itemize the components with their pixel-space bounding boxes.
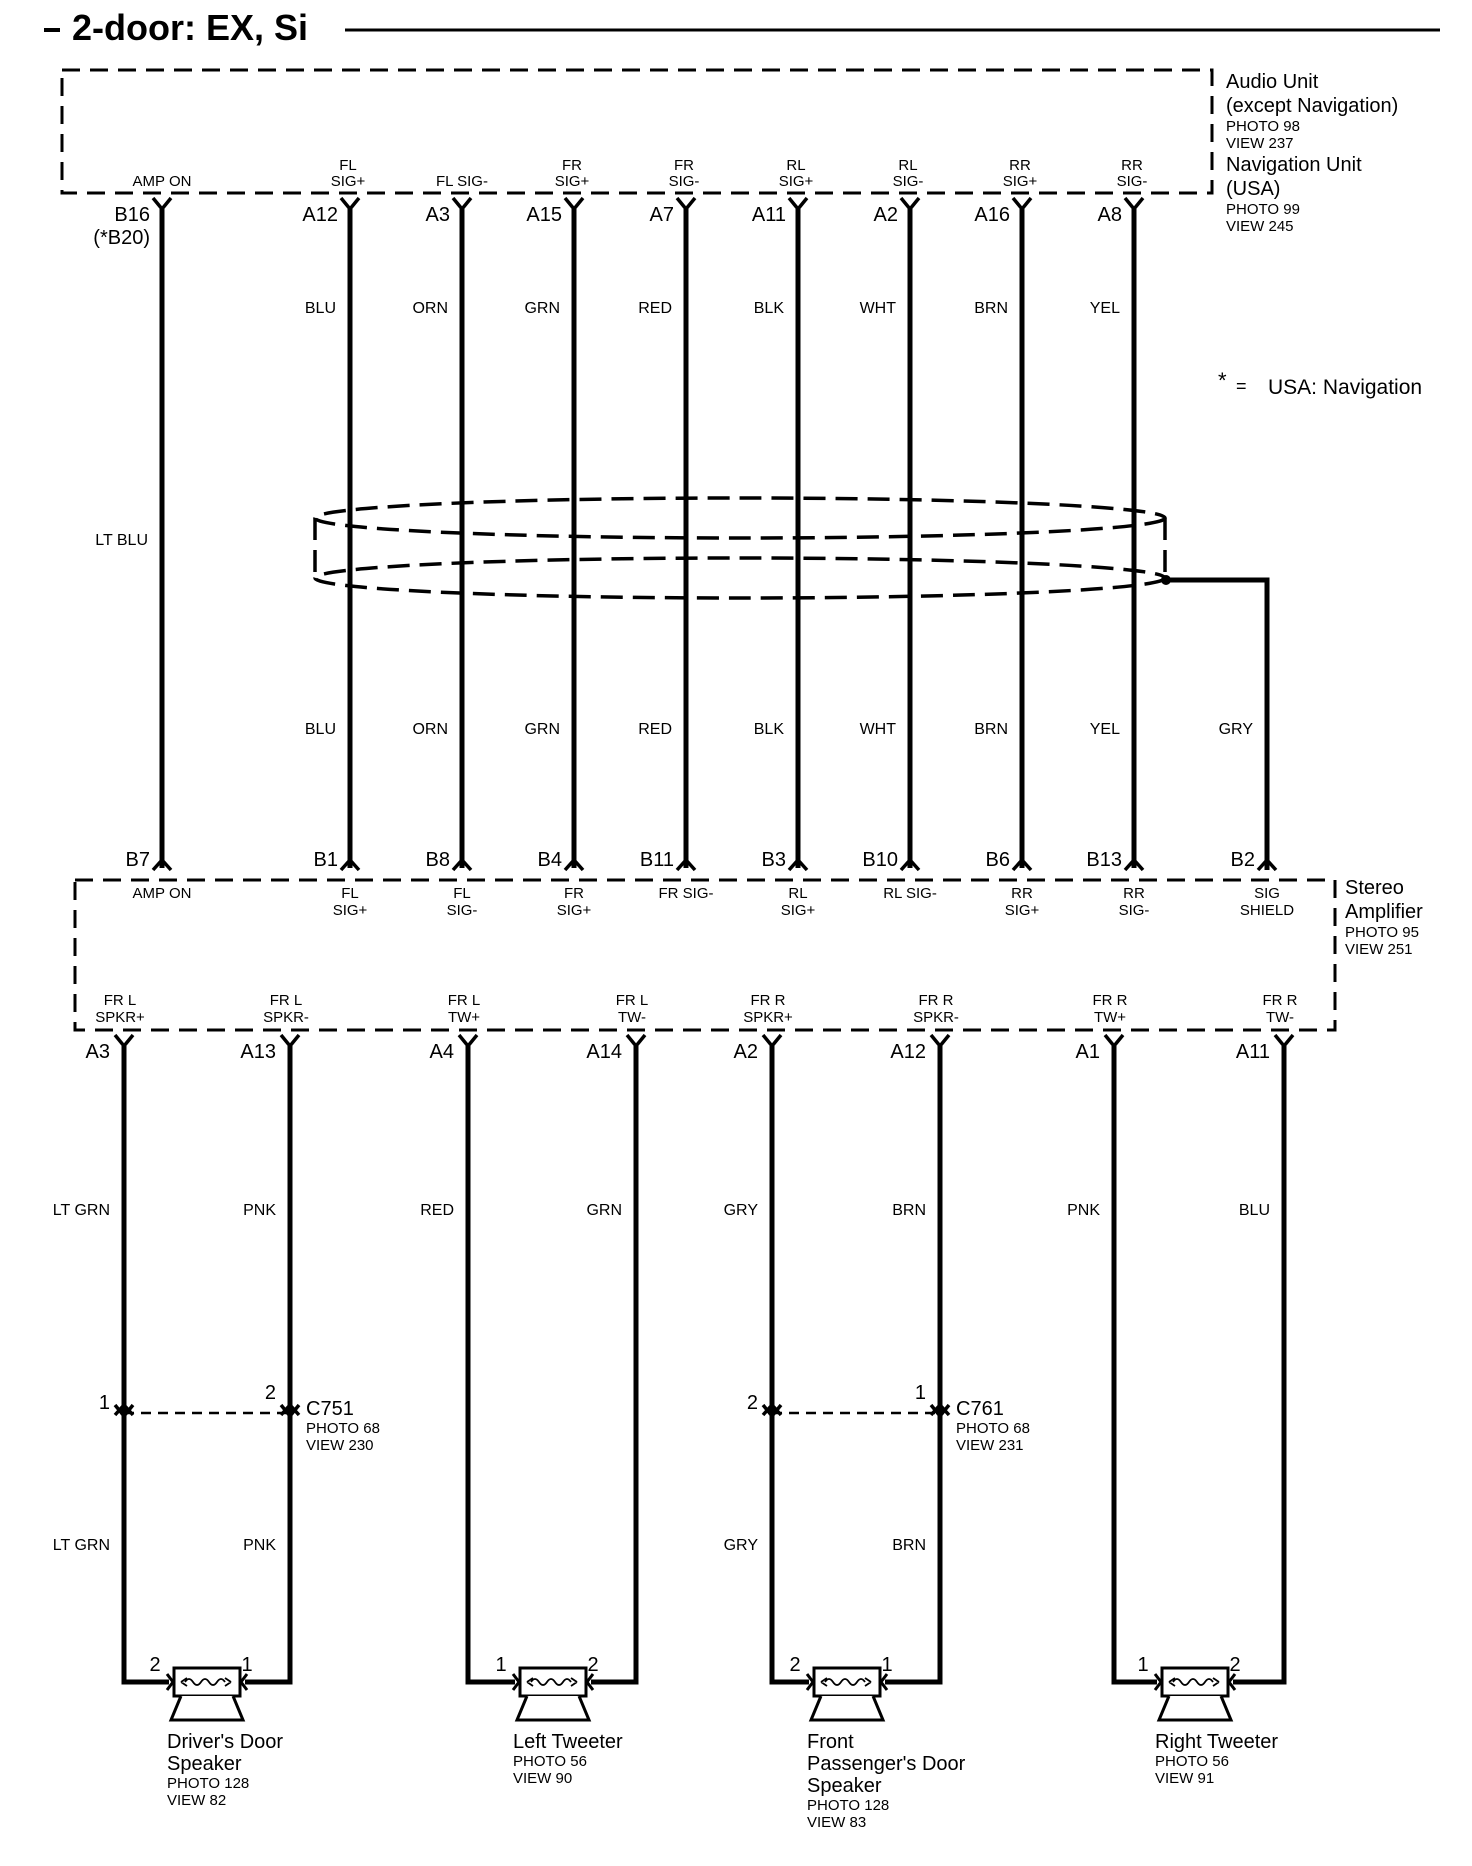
audio-pin-id: A16 xyxy=(974,204,1010,226)
wire-color-label: BRN xyxy=(974,721,1008,738)
amp-pin-label: SIG- xyxy=(1118,902,1150,919)
amp-pin-label: SPKR+ xyxy=(95,1009,145,1026)
amp-pin-label: FR R xyxy=(1092,992,1128,1009)
amp-pin-label: RL xyxy=(788,885,808,902)
speaker-name: Front xyxy=(807,1731,854,1753)
amp-pin-label: AMP ON xyxy=(132,885,192,902)
wire-color-label: LT GRN xyxy=(52,1202,110,1219)
speaker-wire xyxy=(1114,1046,1157,1682)
speaker-pin-id: 2 xyxy=(789,1654,801,1676)
amp-pin-label: TW- xyxy=(617,1009,647,1026)
amp-pin-label: FR R xyxy=(1262,992,1298,1009)
speaker-caption: VIEW 83 xyxy=(807,1814,867,1831)
speaker-wire xyxy=(772,1046,809,1682)
audio-pin-fork xyxy=(341,198,359,209)
amp-pin-id: A12 xyxy=(890,1041,926,1063)
audio-unit-caption: PHOTO 98 xyxy=(1226,118,1300,135)
amp-pin-label: FR R xyxy=(918,992,954,1009)
speaker-wire xyxy=(468,1046,515,1682)
audio-pin-label: SIG+ xyxy=(1002,173,1038,190)
amp-pin-label: SIG+ xyxy=(1004,902,1040,919)
speaker-cone xyxy=(171,1696,243,1720)
speaker-name: Left Tweeter xyxy=(513,1731,623,1753)
amp-pin-label: FR SIG- xyxy=(658,885,714,902)
speaker-wire xyxy=(885,1046,940,1682)
wire-color-label: GRN xyxy=(524,300,560,317)
audio-unit-caption: Audio Unit xyxy=(1226,71,1319,93)
amp-pin-label: FR xyxy=(564,885,584,902)
audio-pin-label: AMP ON xyxy=(132,173,192,190)
amp-pin-label: SIG+ xyxy=(780,902,816,919)
wire-color-label: RED xyxy=(420,1202,454,1219)
amp-out-fork xyxy=(763,1035,781,1046)
amp-out-fork xyxy=(627,1035,645,1046)
connector-pin-id: 1 xyxy=(914,1382,926,1404)
page-title: 2-door: EX, Si xyxy=(72,7,309,48)
audio-pin-label: RL xyxy=(786,157,806,174)
audio-pin-fork xyxy=(1013,198,1031,209)
speaker-wire xyxy=(1233,1046,1284,1682)
wire-color-label: YEL xyxy=(1089,721,1120,738)
audio-pin-label: RR xyxy=(1121,157,1143,174)
audio-pin-id: A7 xyxy=(649,204,674,226)
amp-pin-label: SIG+ xyxy=(332,902,368,919)
audio-pin-id: A15 xyxy=(526,204,562,226)
wires-layer xyxy=(115,198,1293,1720)
connector-pin-id: 2 xyxy=(264,1382,276,1404)
wire-color-label: ORN xyxy=(412,721,448,738)
speaker-pin-id: 2 xyxy=(587,1654,599,1676)
wire-color-label: LT BLU xyxy=(95,532,148,549)
speaker-name: Speaker xyxy=(807,1775,882,1797)
amp-out-fork xyxy=(459,1035,477,1046)
wire-color-label: GRY xyxy=(1218,721,1253,738)
amplifier-caption: VIEW 251 xyxy=(1345,941,1413,958)
audio-pin-id: B16 xyxy=(114,204,150,226)
amp-pin-label: TW- xyxy=(1265,1009,1295,1026)
amp-pin-id: A2 xyxy=(733,1041,758,1063)
wire-color-label: WHT xyxy=(859,721,896,738)
audio-pin-label: SIG+ xyxy=(330,173,366,190)
amp-pin-label: SIG+ xyxy=(556,902,592,919)
connector-pin-id: 2 xyxy=(746,1392,758,1414)
wire-color-label: GRN xyxy=(586,1202,622,1219)
wire-color-label: PNK xyxy=(243,1537,276,1554)
audio-pin-fork xyxy=(565,198,583,209)
amp-pin-id: B7 xyxy=(125,849,150,871)
audio-unit-caption: PHOTO 99 xyxy=(1226,201,1300,218)
amp-pin-id: B13 xyxy=(1086,849,1122,871)
note-equals: = xyxy=(1236,376,1247,396)
speaker-pin-id: 1 xyxy=(881,1654,893,1676)
amp-pin-label: SPKR- xyxy=(913,1009,959,1026)
wire-color-label: LT GRN xyxy=(52,1537,110,1554)
amp-pin-id: A14 xyxy=(586,1041,622,1063)
audio-unit-caption: (except Navigation) xyxy=(1226,95,1399,117)
amp-out-fork xyxy=(1275,1035,1293,1046)
audio-pin-fork xyxy=(677,198,695,209)
wire-color-label: BLK xyxy=(753,300,784,317)
labels-layer xyxy=(53,157,1298,1831)
amp-pin-label: RL SIG- xyxy=(883,885,937,902)
amp-pin-label: TW+ xyxy=(447,1009,481,1026)
amp-pin-id: B2 xyxy=(1230,849,1255,871)
note-star: * xyxy=(1218,368,1227,393)
audio-pin-label: FR xyxy=(674,157,694,174)
speaker-icon xyxy=(167,1668,247,1720)
speaker-pin-id: 1 xyxy=(241,1654,253,1676)
wire-color-label: YEL xyxy=(1089,300,1120,317)
audio-pin-fork xyxy=(789,198,807,209)
wire-color-label: WHT xyxy=(859,300,896,317)
wire-color-label: BRN xyxy=(974,300,1008,317)
amp-pin-id: B4 xyxy=(537,849,562,871)
speaker-icon xyxy=(1155,1668,1235,1720)
speaker-icon xyxy=(807,1668,887,1720)
amplifier-caption: Stereo xyxy=(1345,877,1404,899)
connector-caption: VIEW 230 xyxy=(306,1437,374,1454)
amp-pin-label: FL xyxy=(453,885,471,902)
speaker-pin-id: 1 xyxy=(1137,1654,1149,1676)
audio-pin-alt: (*B20) xyxy=(93,227,150,249)
amp-pin-label: RR xyxy=(1011,885,1033,902)
amp-pin-id: A3 xyxy=(85,1041,110,1063)
amp-pin-id: B11 xyxy=(639,849,674,871)
amp-pin-label: FR L xyxy=(615,992,649,1009)
amp-pin-label: TW+ xyxy=(1093,1009,1127,1026)
wire-color-label: BLK xyxy=(753,721,784,738)
audio-unit-caption: (USA) xyxy=(1226,178,1281,200)
speaker-cone xyxy=(1159,1696,1231,1720)
amp-out-fork xyxy=(1105,1035,1123,1046)
amp-pin-label: FR R xyxy=(750,992,786,1009)
audio-unit-box xyxy=(62,70,1212,193)
audio-pin-fork xyxy=(1125,198,1143,209)
audio-pin-label: FR xyxy=(562,157,582,174)
wire-color-label: BLU xyxy=(304,721,336,738)
speaker-caption: VIEW 82 xyxy=(167,1792,227,1809)
audio-pin-label: FL xyxy=(339,157,357,174)
audio-pin-id: A8 xyxy=(1097,204,1122,226)
amp-pin-id: B8 xyxy=(425,849,450,871)
speaker-name: Driver's Door xyxy=(167,1731,284,1753)
speaker-caption: PHOTO 56 xyxy=(1155,1753,1229,1770)
amp-pin-label: FL xyxy=(341,885,359,902)
audio-unit-caption: VIEW 237 xyxy=(1226,135,1294,152)
wire-color-label: PNK xyxy=(243,1202,276,1219)
speaker-wire xyxy=(245,1046,290,1682)
wire-color-label: BLU xyxy=(304,300,336,317)
amp-pin-id: A11 xyxy=(1235,1041,1270,1063)
amp-out-fork xyxy=(281,1035,299,1046)
wire-color-label: ORN xyxy=(412,300,448,317)
connector-pin-id: 1 xyxy=(98,1392,110,1414)
audio-pin-id: A11 xyxy=(751,204,786,226)
amp-pin-id: B6 xyxy=(985,849,1010,871)
wire-color-label: BRN xyxy=(892,1202,926,1219)
amp-pin-id: B3 xyxy=(761,849,786,871)
speaker-pin-id: 2 xyxy=(1229,1654,1241,1676)
wire-color-label: RED xyxy=(638,300,672,317)
amp-pin-label: SPKR+ xyxy=(743,1009,793,1026)
wire-color-label: RED xyxy=(638,721,672,738)
wire-color-label: BRN xyxy=(892,1537,926,1554)
audio-pin-label: RL xyxy=(898,157,918,174)
amp-pin-id: B1 xyxy=(313,849,338,871)
speaker-caption: VIEW 91 xyxy=(1155,1770,1215,1787)
speaker-caption: PHOTO 128 xyxy=(167,1775,250,1792)
audio-pin-label: SIG- xyxy=(892,173,924,190)
amp-pin-label: FR L xyxy=(269,992,303,1009)
speaker-caption: VIEW 90 xyxy=(513,1770,573,1787)
amp-pin-id: B10 xyxy=(862,849,898,871)
amp-pin-label: SIG xyxy=(1254,885,1280,902)
speaker-cone xyxy=(811,1696,883,1720)
amp-pin-label: SPKR- xyxy=(263,1009,309,1026)
amplifier-info xyxy=(1345,877,1423,958)
audio-pin-label: FL SIG- xyxy=(436,173,488,190)
audio-pin-label: SIG- xyxy=(668,173,700,190)
wire-color-label: GRN xyxy=(524,721,560,738)
audio-pin-fork xyxy=(153,198,171,209)
note xyxy=(1218,368,1422,399)
connector-caption: PHOTO 68 xyxy=(956,1420,1030,1437)
amp-pin-label: FR L xyxy=(447,992,481,1009)
connector-caption: VIEW 231 xyxy=(956,1437,1024,1454)
amp-pin-id: A4 xyxy=(429,1041,454,1063)
note-text: USA: Navigation xyxy=(1268,376,1423,399)
connector-name: C751 xyxy=(306,1398,354,1420)
speaker-pin-id: 1 xyxy=(495,1654,507,1676)
speaker-caption: PHOTO 128 xyxy=(807,1797,890,1814)
audio-unit-caption: VIEW 245 xyxy=(1226,218,1294,235)
speaker-wire xyxy=(591,1046,636,1682)
speaker-pin-id: 2 xyxy=(149,1654,161,1676)
speaker-caption: PHOTO 56 xyxy=(513,1753,587,1770)
connector-caption: PHOTO 68 xyxy=(306,1420,380,1437)
audio-pin-label: SIG+ xyxy=(554,173,590,190)
speaker-cone xyxy=(517,1696,589,1720)
amplifier-caption: PHOTO 95 xyxy=(1345,924,1419,941)
wire-color-label: PNK xyxy=(1067,1202,1100,1219)
audio-unit-info xyxy=(1226,71,1398,235)
wire-color-label: BLU xyxy=(1238,1202,1270,1219)
audio-pin-label: SIG+ xyxy=(778,173,814,190)
audio-pin-id: A2 xyxy=(873,204,898,226)
amp-pin-id: A13 xyxy=(240,1041,276,1063)
connector-name: C761 xyxy=(956,1398,1004,1420)
speaker-wire xyxy=(124,1046,169,1682)
amp-pin-id: A1 xyxy=(1075,1041,1100,1063)
amp-pin-label: SIG- xyxy=(446,902,478,919)
amp-pin-label: SHIELD xyxy=(1239,902,1295,919)
wire-color-label: GRY xyxy=(723,1202,758,1219)
audio-pin-label: RR xyxy=(1009,157,1031,174)
audio-pin-fork xyxy=(453,198,471,209)
amp-pin-label: RR xyxy=(1123,885,1145,902)
audio-pin-fork xyxy=(901,198,919,209)
speaker-name: Speaker xyxy=(167,1753,242,1775)
audio-pin-id: A12 xyxy=(302,204,338,226)
audio-pin-id: A3 xyxy=(425,204,450,226)
wire-color-label: GRY xyxy=(723,1537,758,1554)
amplifier-caption: Amplifier xyxy=(1345,901,1423,923)
amp-pin-label: FR L xyxy=(103,992,137,1009)
speaker-icon xyxy=(513,1668,593,1720)
amp-out-fork xyxy=(115,1035,133,1046)
audio-unit-caption: Navigation Unit xyxy=(1226,154,1362,176)
shield-ellipse xyxy=(315,498,1165,598)
speaker-name: Right Tweeter xyxy=(1155,1731,1279,1753)
speaker-name: Passenger's Door xyxy=(807,1753,966,1775)
audio-pin-label: SIG- xyxy=(1116,173,1148,190)
amp-out-fork xyxy=(931,1035,949,1046)
